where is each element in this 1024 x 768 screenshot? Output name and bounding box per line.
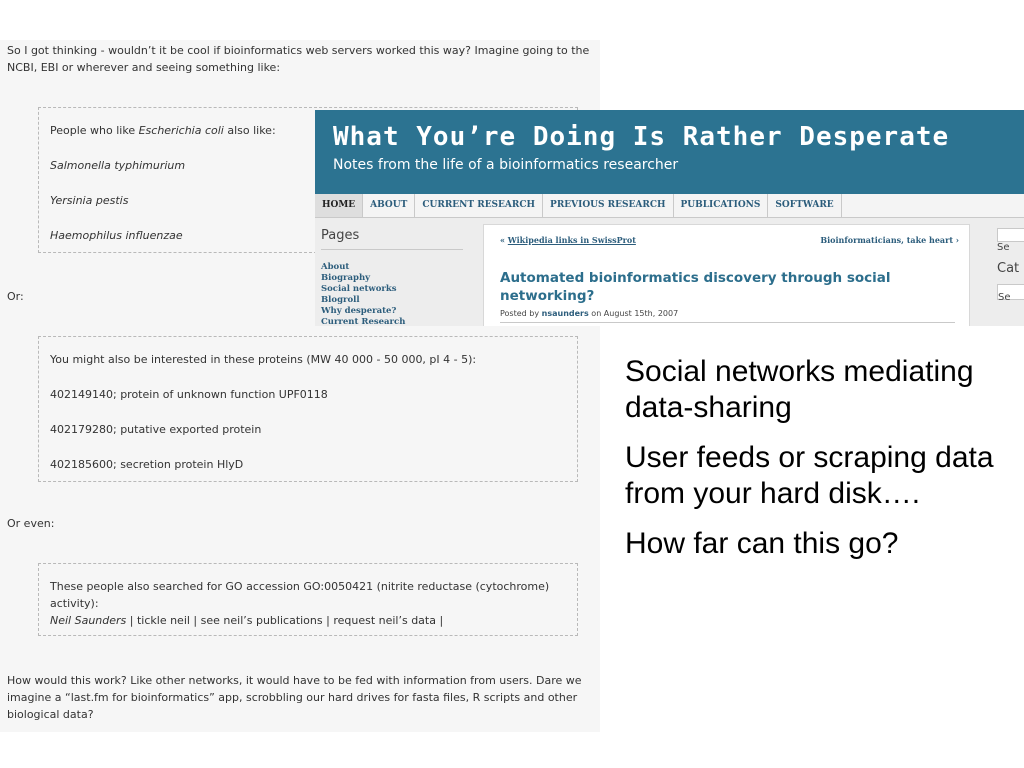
page-link-about[interactable]: About [321, 262, 350, 272]
organism-name: Escherichia coli [138, 124, 224, 137]
post-title[interactable]: Automated bioinformatics discovery through social networking? [500, 270, 891, 304]
nav-about[interactable]: ABOUT [363, 194, 415, 217]
pages-sidebar [321, 228, 471, 326]
page-link-why-desperate[interactable]: Why desperate? [321, 306, 397, 316]
intro-paragraph: So I got thinking - wouldn’t it be cool if bioinformatics web servers worked this way? Imagine going to the NCBI, EBI or wherever and seeing something like: [7, 44, 590, 74]
page-link-social-networks[interactable]: Social networks [321, 284, 397, 294]
pages-heading: Pages [321, 228, 463, 250]
nav-software[interactable]: SOFTWARE [768, 194, 841, 217]
right-sidebar [997, 228, 1024, 303]
bullet-how-far: How far can this go? [625, 527, 899, 560]
page-link-blogroll[interactable]: Blogroll [321, 295, 360, 305]
post-meta: Posted by nsaunders on August 15th, 2007 [500, 309, 679, 318]
nav-publications[interactable]: PUBLICATIONS [674, 194, 769, 217]
list-item: Salmonella typhimurium [50, 159, 186, 172]
person-name: Neil Saunders [50, 614, 127, 627]
list-item: 402179280; putative exported protein [50, 423, 262, 436]
author-link[interactable]: nsaunders [541, 309, 589, 318]
list-item: Yersinia pestis [50, 194, 129, 207]
or-label: Or: [7, 290, 24, 303]
blog-nav-bar [315, 194, 1024, 218]
list-item: 402185600; secretion protein HlyD [50, 458, 244, 471]
blog-subtitle: Notes from the life of a bioinformatics researcher [333, 157, 679, 173]
list-item: Haemophilus influenzae [50, 229, 183, 242]
search-input[interactable] [997, 228, 1024, 242]
next-post-link[interactable]: Bioinformaticians, take heart › [820, 235, 959, 245]
protein-suggestion-box [38, 336, 578, 482]
blog-header-screenshot [315, 110, 1024, 326]
protein-lead: You might also be interested in these proteins (MW 40 000 - 50 000, pI 4 - 5): [50, 353, 477, 366]
previous-post-link[interactable]: « Wikipedia links in SwissProt [500, 235, 636, 245]
nav-previous-research[interactable]: PREVIOUS RESEARCH [543, 194, 673, 217]
page-link-biography[interactable]: Biography [321, 273, 371, 283]
list-item: 402149140; protein of unknown function UPF0118 [50, 388, 328, 401]
bullet-social-networks: Social networks mediating data-sharing [625, 355, 974, 424]
nav-current-research[interactable]: CURRENT RESEARCH [415, 194, 543, 217]
blog-banner [315, 110, 1024, 194]
blog-post-panel [483, 224, 970, 326]
outro-paragraph: How would this work? Like other networks, it would have to be fed with information from users. Dare we imagine a “last.fm for bioinformatics” app, scrobbling our hard drives for fasta files, R scripts and other biological data? [7, 674, 582, 721]
category-select[interactable]: Se [997, 284, 1024, 300]
people-lead: These people also searched for GO accession GO:0050421 (nitrite reductase (cytochrome) activity): [50, 580, 550, 610]
blog-title[interactable]: What You’re Doing Is Rather Desperate [333, 122, 950, 152]
slide-bullets [625, 354, 1010, 576]
organism-lead: People who like Escherichia coli also like: [50, 124, 276, 137]
person-actions: Neil Saunders | tickle neil | see neil’s publications | request neil’s data | [50, 614, 444, 627]
page-link-current-research[interactable]: Current Research [321, 317, 406, 326]
search-button[interactable]: Se [997, 242, 1010, 253]
bullet-user-feeds: User feeds or scraping data from your hard disk…. [625, 441, 994, 510]
nav-home[interactable]: HOME [315, 194, 363, 217]
categories-heading: Cat [997, 261, 1020, 276]
people-suggestion-box [38, 563, 578, 636]
divider [500, 322, 955, 323]
or-even-label: Or even: [7, 517, 55, 530]
